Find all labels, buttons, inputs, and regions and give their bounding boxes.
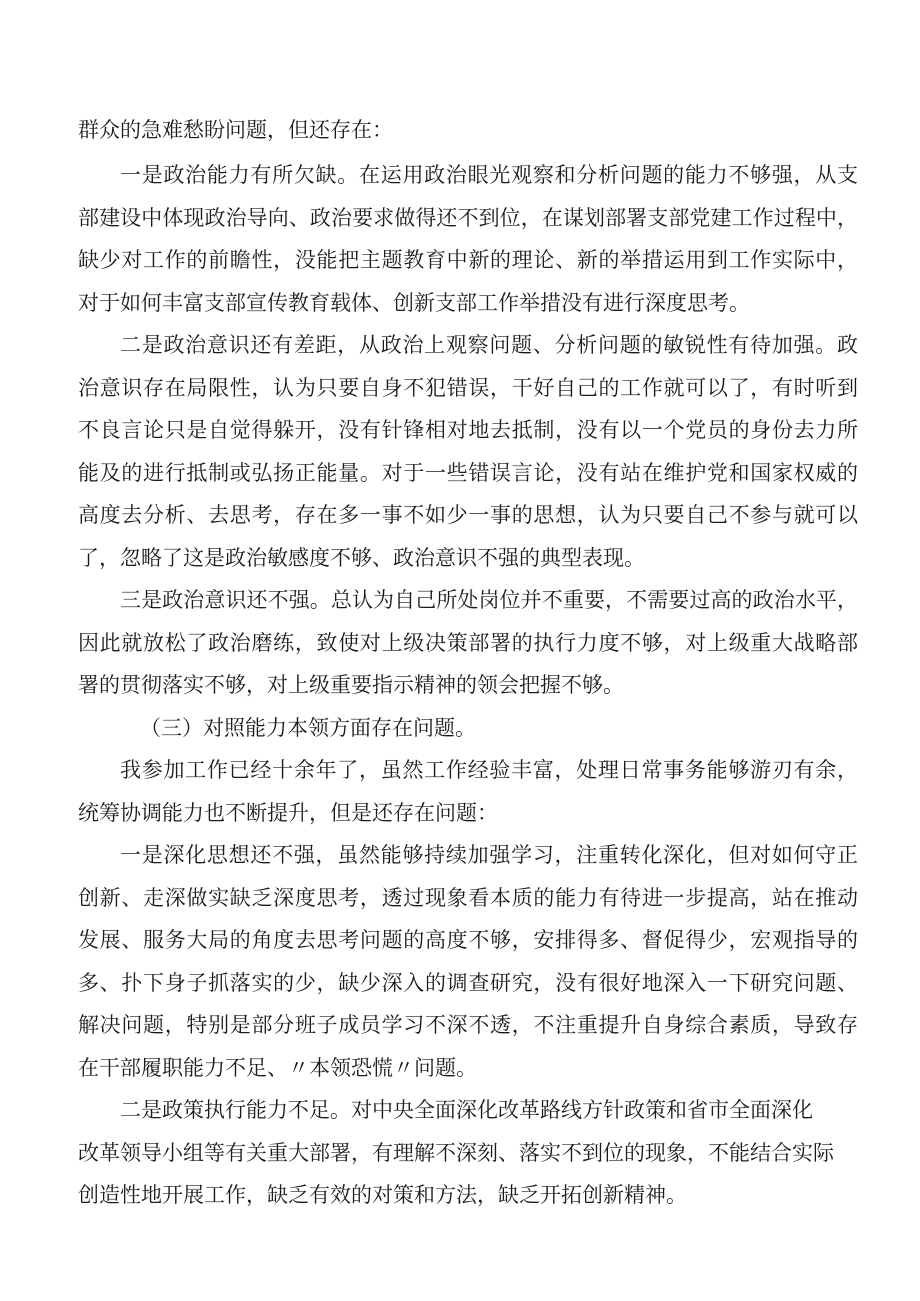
text-line: 因此就放松了政治磨练，致使对上级决策部署的执行力度不够，对上级重大战略部 — [78, 631, 858, 655]
text-line: 了，忽略了这是政治敏感度不够、政治意识不强的典型表现。 — [78, 546, 645, 570]
text-line: 多、扑下身子抓落实的少，缺少深入的调查研究，没有很好地深入一下研究问题、 — [78, 971, 858, 995]
text-line: 部建设中体现政治导向、政治要求做得还不到位，在谋划部署支部党建工作过程中， — [78, 206, 858, 230]
text-line: 不良言论只是自觉得躲开，没有针锋相对地去抵制，没有以一个党员的身份去力所 — [78, 418, 858, 442]
text-line: 在干部履职能力不足、〃本领恐慌〃问题。 — [78, 1056, 477, 1080]
text-line: 对于如何丰富支部宣传教育载体、创新支部工作举措没有进行深度思考。 — [78, 291, 750, 315]
paragraph-first-line: 我参加工作已经十余年了，虽然工作经验丰富，处理日常事务能够游刃有余， — [120, 758, 858, 782]
paragraph-first-line: 二是政策执行能力不足。对中央全面深化改革路线方针政策和省市全面深化 — [120, 1098, 813, 1122]
paragraph-first-line: 一是政治能力有所欠缺。在运用政治眼光观察和分析问题的能力不够强，从支 — [120, 163, 858, 187]
section-heading: （三）对照能力本领方面存在问题。 — [140, 716, 476, 740]
text-line: 统筹协调能力也不断提升，但是还存在问题： — [78, 801, 498, 825]
paragraph-first-line: 一是深化思想还不强，虽然能够持续加强学习，注重转化深化，但对如何守正 — [120, 843, 858, 867]
paragraph-first-line: 二是政治意识还有差距，从政治上观察问题、分析问题的敏锐性有待加强。政 — [120, 333, 858, 357]
text-line: 发展、服务大局的角度去思考问题的高度不够，安排得多、督促得少，宏观指导的 — [78, 928, 858, 952]
paragraph-first-line: 三是政治意识还不强。总认为自己所处岗位并不重要，不需要过高的政治水平， — [120, 588, 858, 612]
text-line: 改革领导小组等有关重大部署，有理解不深刻、落实不到位的现象，不能结合实际 — [78, 1141, 834, 1165]
text-line: 解决问题，特别是部分班子成员学习不深不透，不注重提升自身综合素质，导致存 — [78, 1013, 858, 1037]
text-line: 群众的急难愁盼问题，但还存在： — [78, 118, 393, 142]
text-line: 创新、走深做实缺乏深度思考，透过现象看本质的能力有待进一步提高，站在推动 — [78, 886, 858, 910]
text-line: 能及的进行抵制或弘扬正能量。对于一些错误言论，没有站在维护党和国家权威的 — [78, 461, 858, 485]
text-line: 治意识存在局限性，认为只要自身不犯错误，干好自己的工作就可以了，有时听到 — [78, 376, 858, 400]
text-line: 缺少对工作的前瞻性，没能把主题教育中新的理论、新的举措运用到工作实际中， — [78, 248, 858, 272]
text-line: 创造性地开展工作，缺乏有效的对策和方法，缺乏开拓创新精神。 — [78, 1183, 687, 1207]
text-line: 署的贯彻落实不够，对上级重要指示精神的领会把握不够。 — [78, 673, 624, 697]
text-line: 高度去分析、去思考，存在多一事不如少一事的思想，认为只要自己不参与就可以 — [78, 503, 858, 527]
